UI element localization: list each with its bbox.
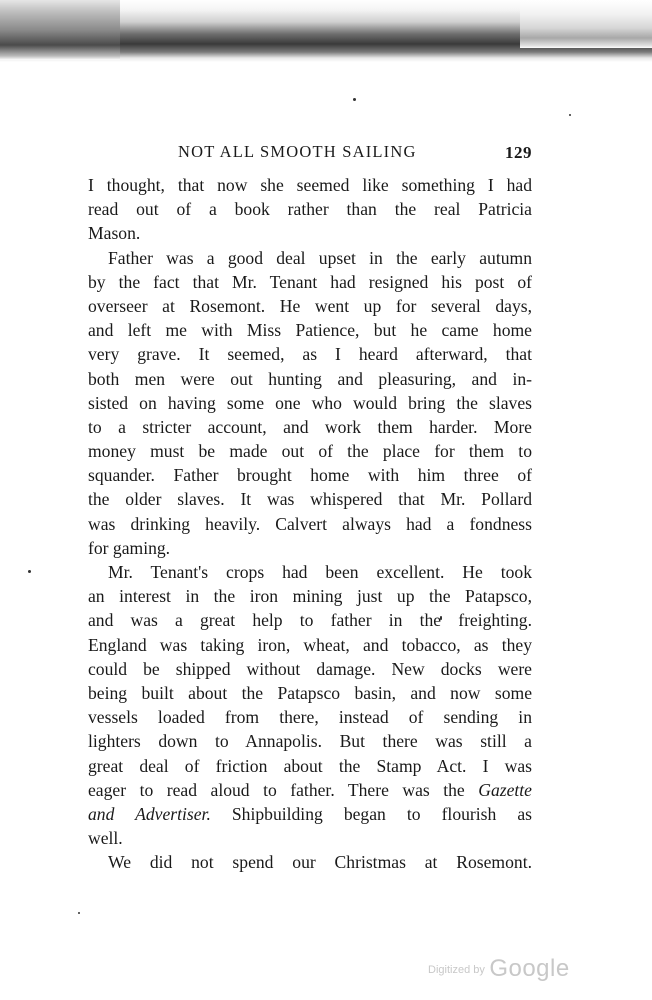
text-line: great deal of friction about the Stamp Act. I was xyxy=(88,755,532,776)
text-line: lighters down to Annapolis. But there was still a xyxy=(88,731,532,752)
text-line: could be shipped without damage. New docks were xyxy=(88,658,532,679)
running-head xyxy=(88,142,532,166)
text-line: well. xyxy=(88,828,123,849)
text-line: both men were out hunting and pleasuring, and in- xyxy=(88,368,532,389)
running-title: NOT ALL SMOOTH SAILING xyxy=(178,142,417,161)
text-line: England was taking iron, wheat, and tobacco, as they xyxy=(88,634,532,655)
text-line: money must be made out of the place for them to xyxy=(88,441,532,462)
text-line: the older slaves. It was whispered that Mr. Pollard xyxy=(88,489,532,510)
text-line: being built about the Patapsco basin, and now some xyxy=(88,682,532,703)
text-line: We did not spend our Christmas at Rosemont. xyxy=(108,852,532,873)
scan-shadow-left xyxy=(0,0,120,60)
watermark-brand: Google xyxy=(489,955,570,982)
text-line: sisted on having some one who would bring the slaves xyxy=(88,392,532,413)
italic-title: and Advertiser. xyxy=(88,803,211,824)
text-segment: Shipbuilding began to flourish as xyxy=(231,803,532,824)
scan-shadow-right xyxy=(520,0,652,48)
text-line: by the fact that Mr. Tenant had resigned his post of xyxy=(88,271,532,292)
text-line: an interest in the iron mining just up the Patapsco, xyxy=(88,586,532,607)
text-line: I thought, that now she seemed like something I had xyxy=(88,175,532,195)
dust-speck xyxy=(353,98,356,101)
text-line: and left me with Miss Patience, but he came home xyxy=(88,320,532,341)
text-line: for gaming. xyxy=(88,537,171,558)
body-text xyxy=(88,173,532,874)
dust-speck xyxy=(78,912,80,914)
text-line: squander. Father brought home with him three of xyxy=(88,465,532,486)
google-watermark xyxy=(428,955,570,983)
text-line: was drinking heavily. Calvert always had a fondness xyxy=(88,513,532,534)
text-line: read out of a book rather than the real Patricia xyxy=(88,199,532,220)
watermark-prefix: Digitized by xyxy=(428,964,485,976)
text-segment: eager to read aloud to father. There was the xyxy=(88,779,465,800)
italic-title: Gazette xyxy=(478,779,532,800)
text-line: Father was a good deal upset in the early autumn xyxy=(108,247,532,268)
text-line xyxy=(88,802,532,826)
text-line: Mason. xyxy=(88,223,141,244)
text-line: vessels loaded from there, instead of sending in xyxy=(88,707,532,728)
page-number: 129 xyxy=(505,143,532,162)
dust-speck xyxy=(28,570,31,573)
text-line: to a stricter account, and work them harder. More xyxy=(88,416,532,437)
text-line: overseer at Rosemont. He went up for several days, xyxy=(88,295,532,316)
text-line: Mr. Tenant's crops had been excellent. He took xyxy=(108,562,532,582)
text-line: very grave. It seemed, as I heard afterward, that xyxy=(88,344,532,365)
text-line xyxy=(88,778,532,802)
dust-speck xyxy=(569,114,571,116)
text-line: and was a great help to father in the freighting. xyxy=(88,610,532,631)
